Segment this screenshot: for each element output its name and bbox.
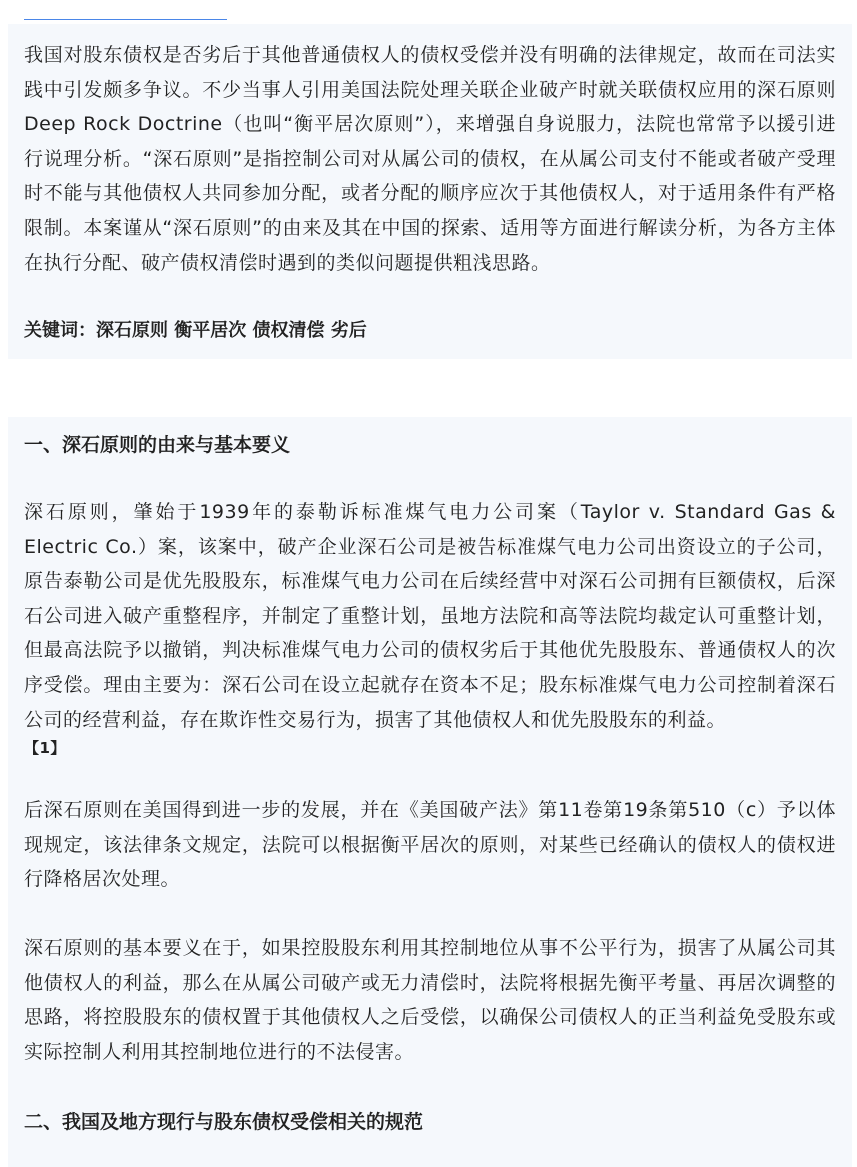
section-2-heading: 二、我国及地方现行与股东债权受偿相关的规范 — [24, 1111, 424, 1134]
section-1-paragraph-2: 后深石原则在美国得到进一步的发展，并在《美国破产法》第11卷第19条第510（c）予以体现规定，该法律条文规定，法院可以根据衡平居次的原则，对某些已经确认的债权人的债权进行降格居次处理。 — [24, 799, 836, 891]
footnote-marker-1[interactable]: 【1】 — [24, 739, 66, 758]
keywords-line: 关键词：深石原则 衡平居次 债权清偿 劣后 — [24, 320, 367, 342]
main-content-card — [8, 417, 852, 1167]
section-1-heading: 一、深石原则的由来与基本要义 — [24, 434, 291, 456]
abstract-paragraph: 我国对股东债权是否劣后于其他普通债权人的债权受偿并没有明确的法律规定，故而在司法实践中引发颇多争议。不少当事人引用美国法院处理关联企业破产时就关联债权应用的深石原则Deep Rock Doctrine（也叫“衡平居次原则”），来增强自身说服力，法院也常常予以援引进行说理分析。“深石原则”是指控制公司对从属公司的债权，在从属公司支付不能或者破产受理时不能与其他债权人共同参加分配，或者分配的顺序应次于其他债权人，对于适用条件有严格限制。本案谨从“深石原则”的由来及其在中国的探索、适用等方面进行解读分析，为各方主体在执行分配、破产债权清偿时遇到的类似问题提供粗浅思路。 — [24, 44, 836, 274]
top-divider-line — [24, 19, 227, 20]
section-1-paragraph-3: 深石原则的基本要义在于，如果控股股东利用其控制地位从事不公平行为，损害了从属公司其他债权人的利益，那么在从属公司破产或无力清偿时，法院将根据先衡平考量、再居次调整的思路，将控股股东的债权置于其他债权人之后受偿，以确保公司债权人的正当利益免受股东或实际控制人利用其控制地位进行的不法侵害。 — [24, 936, 836, 1063]
section-1-paragraph-1-text: 深石原则，肇始于1939年的泰勒诉标准煤气电力公司案（Taylor v. Standard Gas & Electric Co.）案，该案中，破产企业深石公司是被告标准煤气电力公司出资设立的子公司，原告泰勒公司是优先股股东，标准煤气电力公司在后续经营中对深石公司拥有巨额债权，后深石公司进入破产重整程序，并制定了重整计划，虽地方法院和高等法院均裁定认可重整计划，但最高法院予以撤销，判决标准煤气电力公司的债权劣后于其他优先股股东、普通债权人的次序受偿。理由主要为：深石公司在设立起就存在资本不足；股东标准煤气电力公司控制着深石公司的经营利益，存在欺诈性交易行为，损害了其他债权人和优先股股东的利益。 — [24, 501, 836, 731]
abstract-card — [8, 24, 852, 359]
section-1-paragraph-1 — [24, 495, 836, 759]
